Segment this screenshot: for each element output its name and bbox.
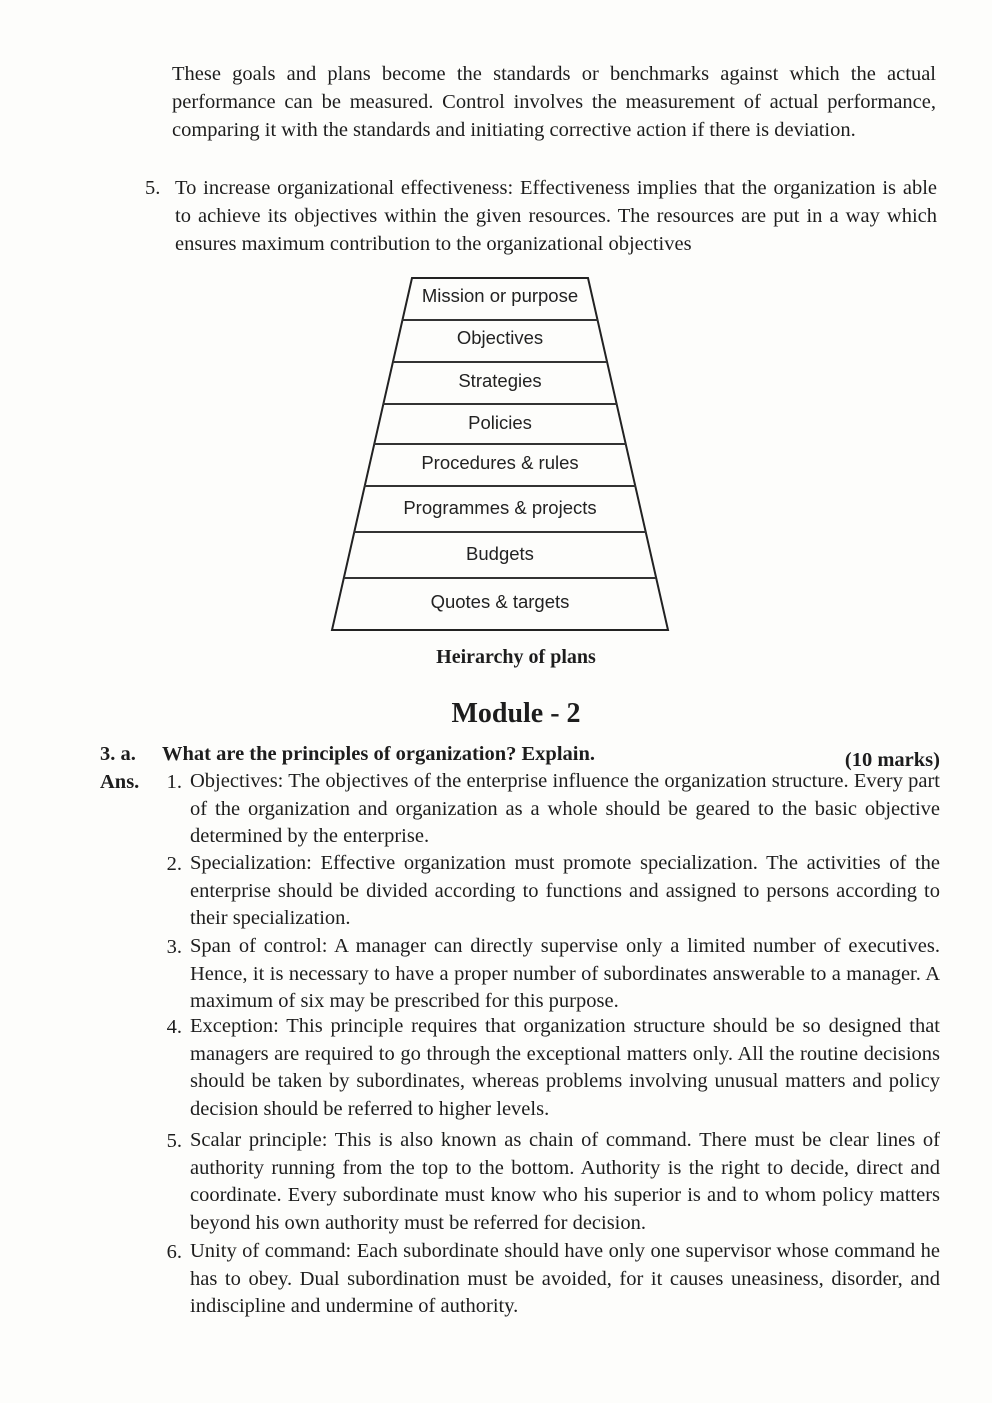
question-number: 3. a.: [100, 743, 136, 765]
item-5-text: To increase organizational effectiveness: Effectiveness implies that the organization is able to achieve its objectives within the given resources. The resources are put in a way which ensures maximum contribution to the organizational objectives: [175, 177, 937, 255]
answer-point-number: 3.: [166, 936, 182, 958]
answer-point-scalar: Scalar principle: This is also known as chain of command. There must be clear lines of authority running from the top to the bottom. Authority is the right to decide, direct and coordinate. Every subordinate must know who his superior is and to whom policy matters beyond his own authority must be referred for decision.: [190, 1129, 940, 1234]
answer-point-exception: Exception: This principle requires that organization structure should be so designed that managers are required to go through the exceptional matters only. All the routine decisions should be taken by subordinates, whereas problems involving unusual matters and policy decision should be referred to higher levels.: [190, 1015, 940, 1120]
answer-point-number: 2.: [166, 853, 182, 875]
answer-point-number: 1.: [166, 771, 182, 793]
pyramid-level-objectives: Objectives: [456, 327, 544, 348]
pyramid-level-quotes: Quotes & targets: [430, 591, 570, 612]
pyramid-level-budgets: Budgets: [466, 543, 534, 564]
answer-point-number: 4.: [166, 1016, 182, 1038]
answer-point-unity-of-command: Unity of command: Each subordinate should have only one supervisor whose command he has to obey. Dual subordination must be avoided, for it causes uneasiness, disorder, and indiscipline and undermine of authority.: [190, 1240, 940, 1317]
pyramid-level-programmes: Programmes & projects: [403, 497, 597, 518]
answer-point-objectives: Objectives: The objectives of the enterprise influence the organization structure. Every part of the organization and organization as a whole should be geared to the basic objective determined by the enterprise.: [190, 770, 940, 847]
answer-label: Ans.: [100, 771, 140, 793]
item-5-number: 5.: [145, 177, 161, 199]
pyramid-level-policies: Policies: [468, 412, 532, 433]
answer-point-specialization: Specialization: Effective organization must promote specialization. The activities of the enterprise should be divided according to functions and assigned to persons according to their specialization.: [190, 852, 940, 929]
plans-hierarchy-pyramid: [330, 276, 670, 632]
module-heading: Module - 2: [451, 698, 581, 729]
figure-caption: Heirarchy of plans: [436, 646, 596, 668]
question-marks: (10 marks): [844, 749, 940, 771]
question-text: What are the principles of organization? Explain.: [162, 743, 595, 765]
pyramid-level-procedures: Procedures & rules: [421, 452, 579, 473]
pyramid-level-strategies: Strategies: [458, 370, 542, 391]
answer-point-span-of-control: Span of control: A manager can directly supervise only a limited number of executives. Hence, it is necessary to have a proper number of subordinates answerable to a manager. A maximum of six may be prescribed for this purpose.: [190, 935, 940, 1012]
answer-point-number: 5.: [166, 1130, 182, 1152]
pyramid-level-mission: Mission or purpose: [421, 285, 579, 306]
intro-paragraph: These goals and plans become the standards or benchmarks against which the actual performance can be measured. Control involves the measurement of actual performance, comparing it with the standards and initiating corrective action if there is deviation.: [172, 63, 936, 141]
answer-point-number: 6.: [166, 1241, 182, 1263]
